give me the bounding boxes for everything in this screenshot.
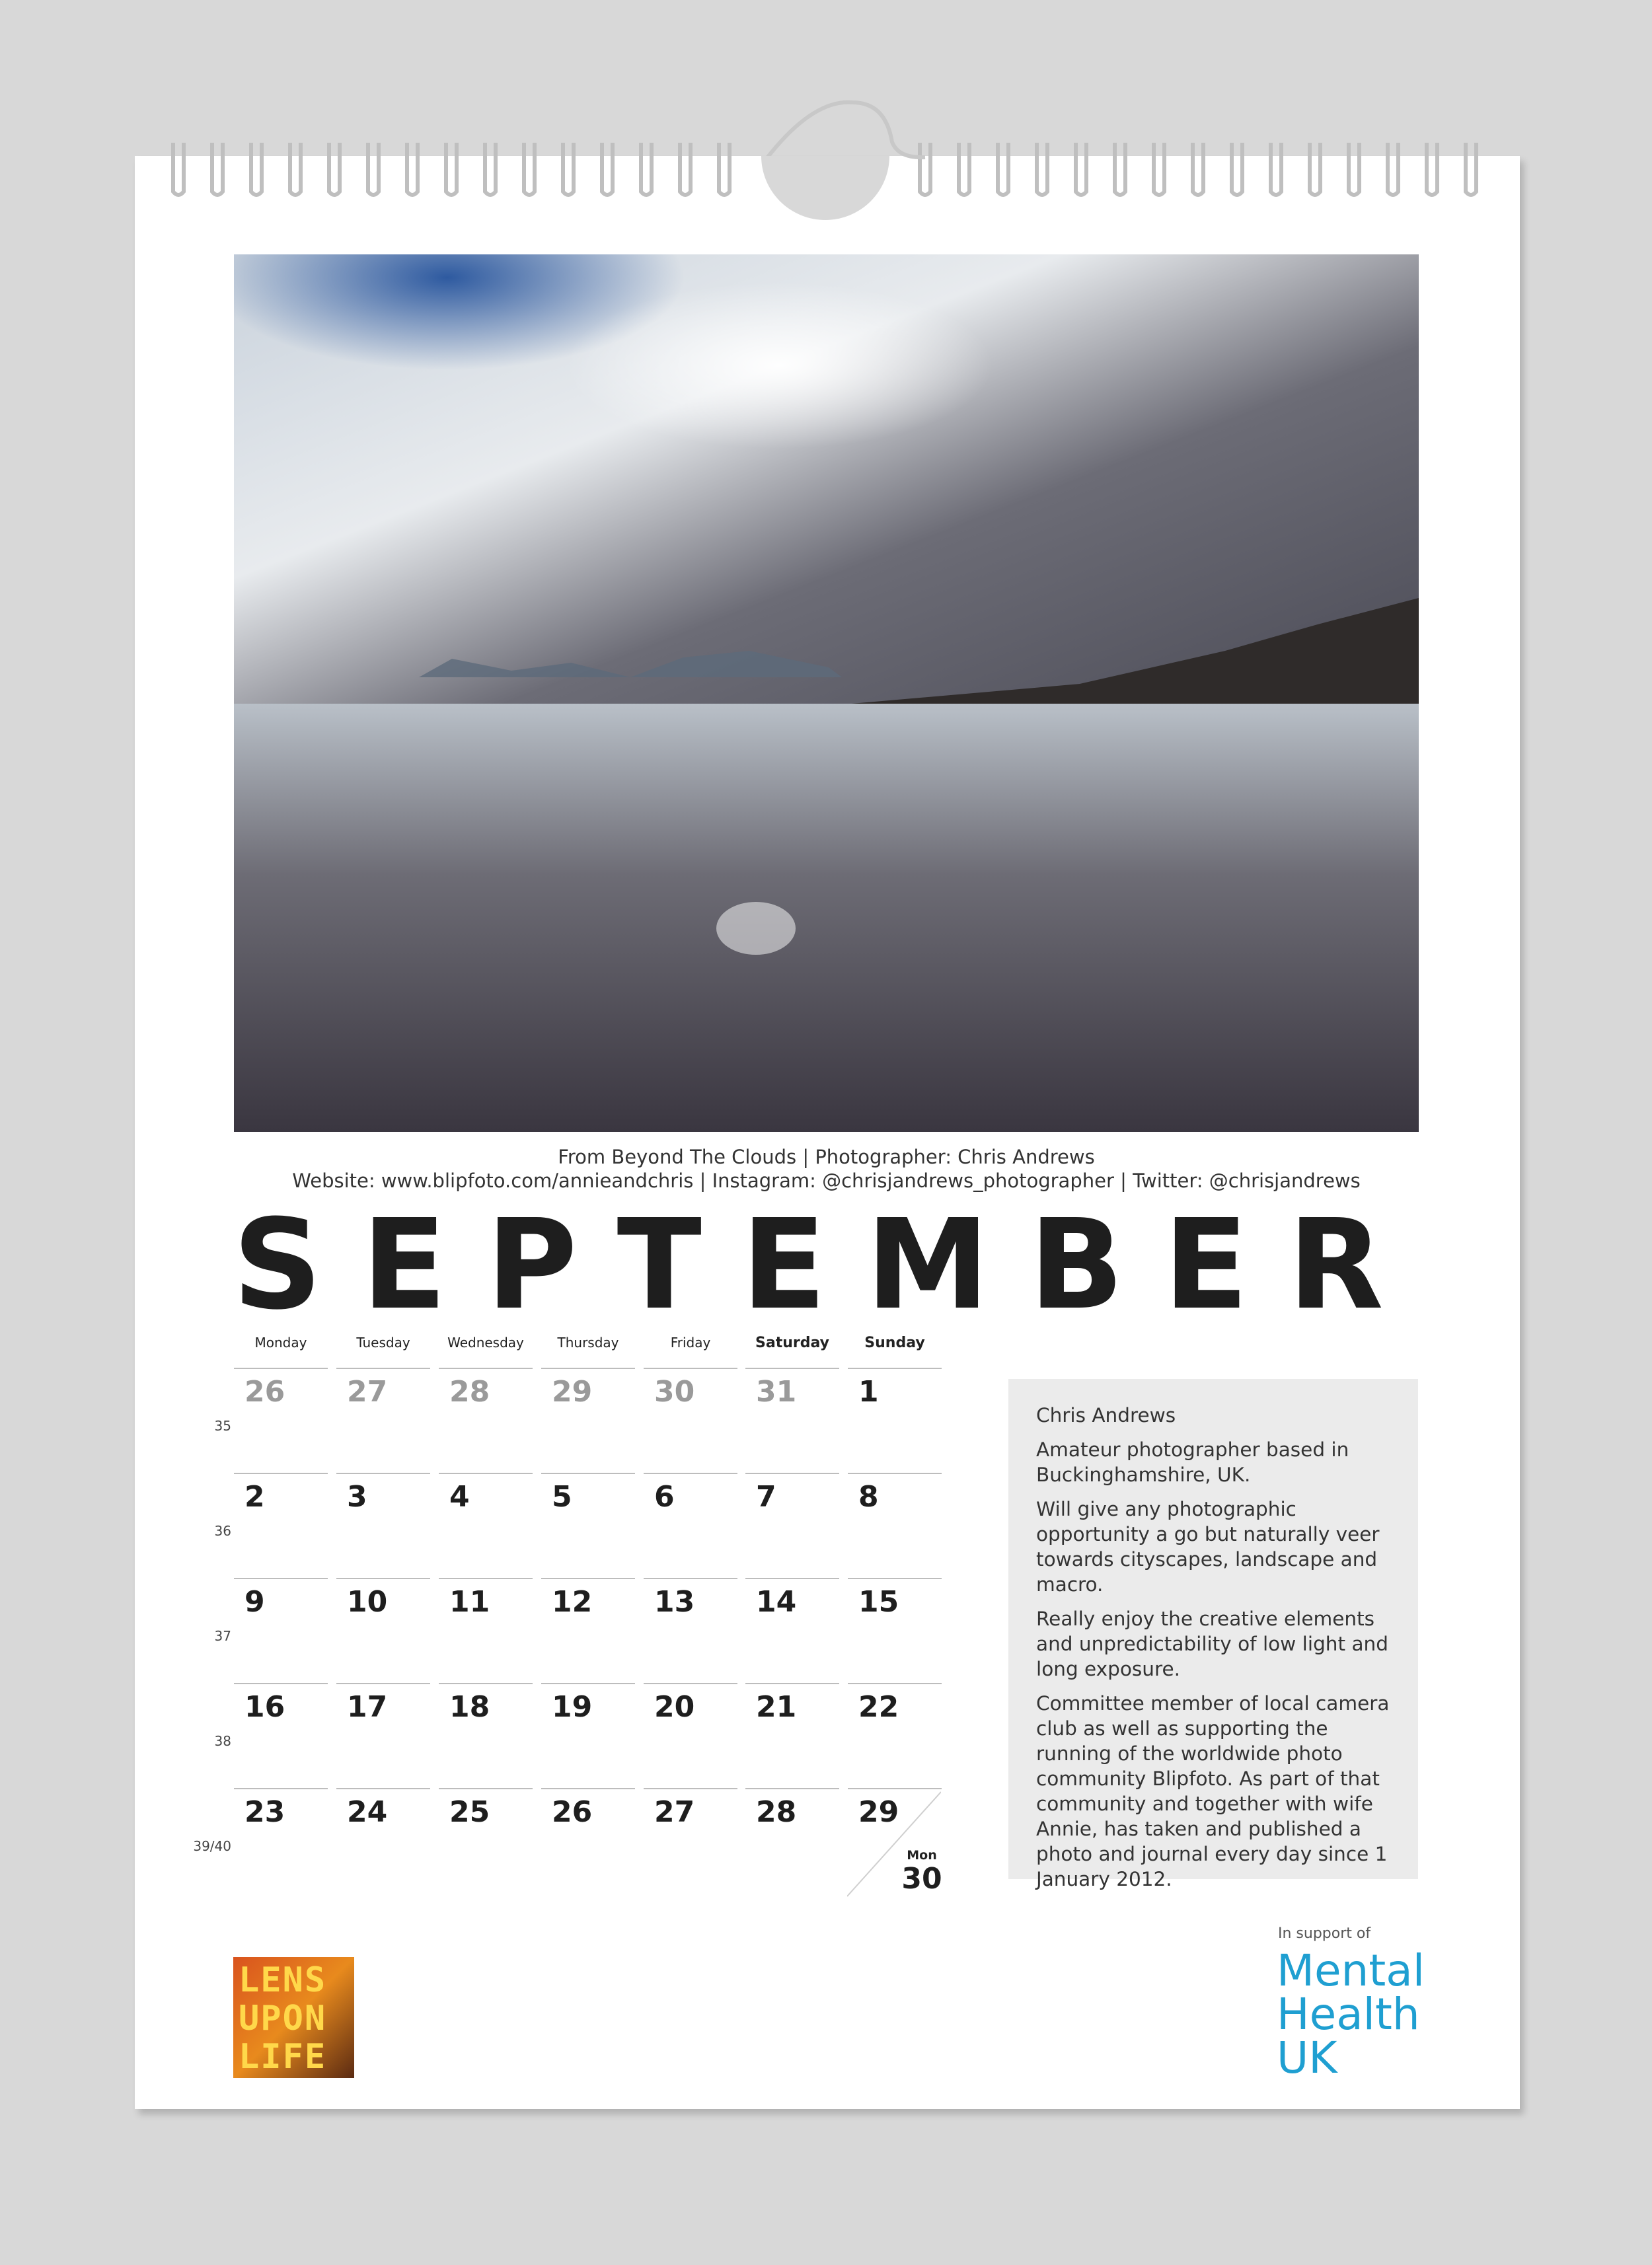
- charity-line: Mental: [1277, 1945, 1425, 1996]
- week-number: 35: [214, 1418, 231, 1434]
- binding-ring: [1154, 143, 1164, 195]
- day-number[interactable]: 5: [552, 1480, 572, 1514]
- bio-paragraph: Amateur photographer based in Buckinghamshire, UK.: [1036, 1438, 1349, 1486]
- lens-upon-life-logo: [233, 1957, 354, 2078]
- day-number[interactable]: 29: [858, 1795, 899, 1829]
- binding-ring: [602, 143, 613, 195]
- day-number[interactable]: 7: [756, 1480, 776, 1514]
- day-cell-divider: [745, 1473, 839, 1474]
- day-cell-divider: [234, 1473, 328, 1474]
- prev-month-day[interactable]: 31: [756, 1375, 797, 1409]
- binding-ring: [1271, 143, 1281, 195]
- day-number[interactable]: 17: [347, 1690, 388, 1724]
- day-cell-divider: [234, 1368, 328, 1369]
- day-cell-divider: [644, 1788, 737, 1789]
- day-cell-divider: [336, 1473, 430, 1474]
- binding-ring: [1349, 143, 1359, 195]
- lens-logo-word: LENS: [239, 1960, 327, 2000]
- day-cell-divider: [541, 1368, 635, 1369]
- lens-logo-word: UPON: [239, 1999, 327, 2038]
- weekday-header: Wednesday: [447, 1335, 524, 1351]
- binding-ring: [1466, 143, 1476, 195]
- lens-logo-word: LIFE: [239, 2037, 327, 2077]
- day-cell-divider: [644, 1473, 737, 1474]
- photographer-bio: [1008, 1379, 1418, 1890]
- week-number: 37: [214, 1628, 231, 1644]
- bio-paragraph: Committee member of local camera club as well as supporting the running of the worldwide photo community Blipfoto. As part of that community and together with wife Annie, has taken and published a photo and journal every day since 1 January 2012.: [1036, 1692, 1390, 1890]
- day-number[interactable]: 14: [756, 1585, 797, 1619]
- day-number[interactable]: 21: [756, 1690, 797, 1724]
- weekday-header: Sunday: [864, 1335, 925, 1351]
- weekday-header: Friday: [670, 1335, 711, 1351]
- binding-ring: [329, 143, 340, 195]
- day-cell-divider: [234, 1788, 328, 1789]
- overflow-day-number: 30: [901, 1862, 942, 1896]
- month-title: SEPTEMBER: [233, 1193, 1423, 1337]
- day-number[interactable]: 23: [244, 1795, 285, 1829]
- day-number[interactable]: 24: [347, 1795, 388, 1829]
- binding-ring: [1232, 143, 1242, 195]
- day-cell-divider: [439, 1473, 533, 1474]
- binding-ring: [251, 143, 262, 195]
- binding-ring: [1193, 143, 1203, 195]
- bio-paragraph: Really enjoy the creative elements and unpredictability of low light and long exposure.: [1036, 1608, 1388, 1680]
- day-cell-divider: [848, 1368, 942, 1369]
- day-cell-divider: [541, 1473, 635, 1474]
- bio-paragraph: Will give any photographic opportunity a go but naturally veer towards cityscapes, landscape and macro.: [1036, 1498, 1380, 1596]
- week-number: 36: [214, 1523, 231, 1539]
- spiral-binding: [0, 0, 1652, 238]
- day-number[interactable]: 9: [244, 1585, 265, 1619]
- weekday-header: Tuesday: [356, 1335, 410, 1351]
- binding-ring: [959, 143, 969, 195]
- mental-health-uk-logo: [1277, 1945, 1425, 2083]
- day-number[interactable]: 2: [244, 1480, 265, 1514]
- day-cell-divider: [848, 1578, 942, 1579]
- binding-ring: [524, 143, 535, 195]
- day-cell-divider: [336, 1683, 430, 1684]
- prev-month-day[interactable]: 27: [347, 1375, 388, 1409]
- photo-caption-title: From Beyond The Clouds | Photographer: Chris Andrews: [558, 1146, 1095, 1168]
- hanger-hook: [767, 102, 925, 159]
- prev-month-day[interactable]: 29: [552, 1375, 593, 1409]
- binding-ring: [446, 143, 457, 195]
- binding-ring: [1037, 143, 1047, 195]
- day-cell-divider: [644, 1578, 737, 1579]
- day-cell-divider: [234, 1683, 328, 1684]
- day-cell-divider: [745, 1578, 839, 1579]
- day-number[interactable]: 27: [654, 1795, 695, 1829]
- day-number[interactable]: 28: [756, 1795, 797, 1829]
- charity-line: Health: [1277, 1989, 1420, 2040]
- binding-ring: [212, 143, 223, 195]
- binding-ring: [173, 143, 184, 195]
- week-number: 39/40: [193, 1838, 231, 1854]
- day-number[interactable]: 11: [449, 1585, 490, 1619]
- day-cell-divider: [336, 1368, 430, 1369]
- day-number[interactable]: 20: [654, 1690, 695, 1724]
- day-cell-divider: [848, 1473, 942, 1474]
- day-number[interactable]: 6: [654, 1480, 675, 1514]
- day-number[interactable]: 10: [347, 1585, 388, 1619]
- day-cell-divider: [439, 1788, 533, 1789]
- binding-ring: [1388, 143, 1398, 195]
- binding-ring: [680, 143, 691, 195]
- week-number: 38: [214, 1733, 231, 1749]
- day-number[interactable]: 13: [654, 1585, 695, 1619]
- binding-ring: [368, 143, 379, 195]
- day-cell-divider: [541, 1683, 635, 1684]
- binding-ring: [485, 143, 496, 195]
- binding-ring: [1310, 143, 1320, 195]
- day-cell-divider: [848, 1683, 942, 1684]
- landscape-photo: [234, 254, 1419, 1132]
- binding-ring: [563, 143, 574, 195]
- day-number[interactable]: 8: [858, 1480, 879, 1514]
- day-cell-divider: [644, 1368, 737, 1369]
- day-cell-divider: [745, 1368, 839, 1369]
- weekday-header: Saturday: [755, 1335, 829, 1351]
- binding-ring: [1115, 143, 1125, 195]
- photo-caption-links: Website: www.blipfoto.com/annieandchris | Instagram: @chrisjandrews_photographer | Twitter: @chrisjandrews: [292, 1170, 1361, 1192]
- day-number[interactable]: 1: [858, 1375, 879, 1409]
- prev-month-day[interactable]: 28: [449, 1375, 490, 1409]
- day-cell-divider: [336, 1788, 430, 1789]
- day-cell-divider: [745, 1683, 839, 1684]
- day-cell-divider: [439, 1368, 533, 1369]
- day-cell-divider: [848, 1788, 942, 1789]
- day-number[interactable]: 12: [552, 1585, 593, 1619]
- binding-ring: [1427, 143, 1437, 195]
- hanger-notch: [761, 156, 889, 220]
- day-cell-divider: [745, 1788, 839, 1789]
- prev-month-day[interactable]: 26: [244, 1375, 285, 1409]
- day-cell-divider: [541, 1578, 635, 1579]
- binding-ring: [290, 143, 301, 195]
- day-cell-divider: [644, 1683, 737, 1684]
- day-cell-divider: [336, 1578, 430, 1579]
- day-number[interactable]: 25: [449, 1795, 490, 1829]
- binding-ring: [407, 143, 418, 195]
- day-cell-divider: [439, 1683, 533, 1684]
- day-number[interactable]: 15: [858, 1585, 899, 1619]
- day-cell-divider: [541, 1788, 635, 1789]
- day-number[interactable]: 4: [449, 1480, 470, 1514]
- binding-ring: [998, 143, 1008, 195]
- binding-ring: [641, 143, 652, 195]
- day-number[interactable]: 19: [552, 1690, 593, 1724]
- day-number[interactable]: 18: [449, 1690, 490, 1724]
- day-number[interactable]: 16: [244, 1690, 285, 1724]
- day-number[interactable]: 26: [552, 1795, 593, 1829]
- day-number[interactable]: 3: [347, 1480, 367, 1514]
- prev-month-day[interactable]: 30: [654, 1375, 695, 1409]
- overflow-day-label: Mon: [907, 1848, 937, 1863]
- charity-line: UK: [1277, 2032, 1337, 2083]
- day-number[interactable]: 22: [858, 1690, 899, 1724]
- bio-name: Chris Andrews: [1036, 1404, 1176, 1427]
- support-label: In support of: [1278, 1925, 1371, 1942]
- binding-ring: [1076, 143, 1086, 195]
- binding-ring: [719, 143, 730, 195]
- weekday-header: Monday: [254, 1335, 307, 1351]
- binding-ring: [920, 143, 930, 195]
- day-cell-divider: [439, 1578, 533, 1579]
- weekday-header: Thursday: [557, 1335, 619, 1351]
- day-cell-divider: [234, 1578, 328, 1579]
